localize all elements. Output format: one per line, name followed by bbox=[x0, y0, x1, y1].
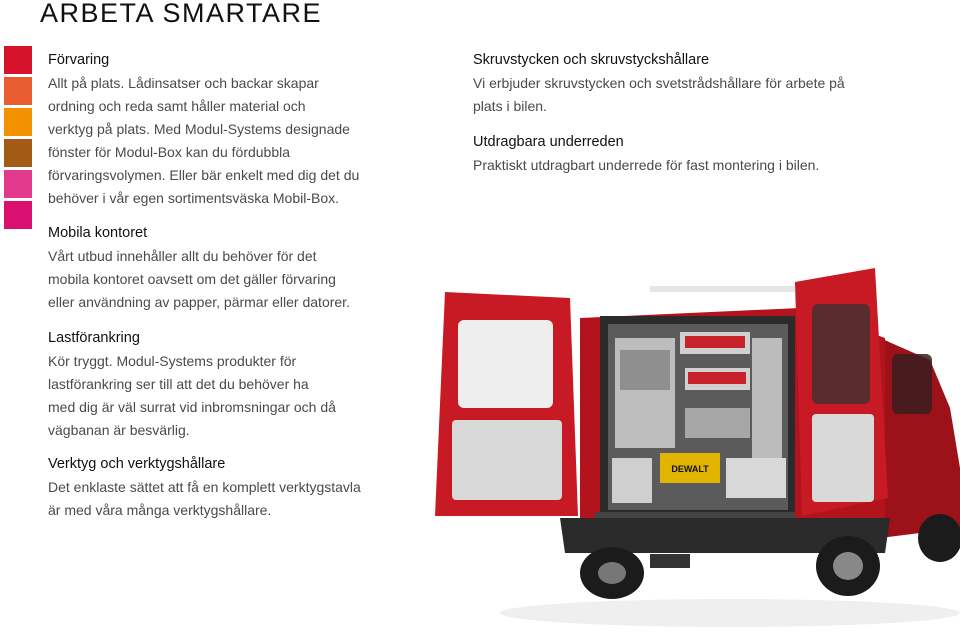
swatch-brown bbox=[4, 139, 32, 167]
van-illustration bbox=[430, 268, 960, 640]
swatch-red bbox=[4, 46, 32, 74]
section-line: eller användning av papper, pärmar eller datorer. bbox=[48, 294, 350, 310]
section-line: lastförankring ser till att det du behöver ha bbox=[48, 376, 309, 392]
section-line: Kör tryggt. Modul-Systems produkter för bbox=[48, 353, 297, 369]
section-line: Allt på plats. Lådinsatser och backar skapar bbox=[48, 75, 319, 91]
section-heading: Lastförankring bbox=[48, 330, 140, 346]
section-line: är med våra många verktygshållare. bbox=[48, 502, 272, 518]
section-line: ordning och reda samt håller material och bbox=[48, 98, 306, 114]
swatch-orange bbox=[4, 77, 32, 105]
section-line: Det enklaste sättet att få en komplett verktygstavla bbox=[48, 479, 361, 495]
section-mobila-kontoret bbox=[48, 222, 350, 314]
section-heading: Utdragbara underreden bbox=[473, 134, 624, 150]
section-line: med dig är väl surrat vid inbromsningar och då bbox=[48, 399, 336, 415]
swatch-pink bbox=[4, 170, 32, 198]
section-line: plats i bilen. bbox=[473, 98, 547, 114]
section-heading: Verktyg och verktygshållare bbox=[48, 456, 226, 472]
section-heading: Mobila kontoret bbox=[48, 225, 148, 241]
dewalt-label: DEWALT bbox=[671, 464, 709, 474]
section-verktyg bbox=[48, 453, 361, 522]
section-heading: Förvaring bbox=[48, 52, 110, 68]
page-title: ARBETA SMARTARE bbox=[40, 0, 323, 28]
section-heading: Skruvstycken och skruvstyckshållare bbox=[473, 52, 710, 68]
section-line: Vi erbjuder skruvstycken och svetstrådshållare för arbete på bbox=[473, 75, 845, 91]
section-forvaring bbox=[48, 49, 359, 210]
section-skruvstycken bbox=[473, 49, 845, 118]
section-line: behöver i vår egen sortimentsväska Mobil-Box. bbox=[48, 190, 340, 206]
swatch-magenta bbox=[4, 201, 32, 229]
section-line: Praktiskt utdragbart underrede för fast montering i bilen. bbox=[473, 157, 820, 173]
section-line: fönster för Modul-Box kan du fördubbla bbox=[48, 144, 291, 160]
section-line: mobila kontoret oavsett om det gäller förvaring bbox=[48, 271, 336, 287]
section-line: verktyg på plats. Med Modul-Systems designade bbox=[48, 121, 350, 137]
section-utdragbara bbox=[473, 131, 819, 177]
section-lastforankring bbox=[48, 327, 336, 442]
section-line: förvaringsvolymen. Eller bär enkelt med dig det du bbox=[48, 167, 360, 183]
section-line: vägbanan är besvärlig. bbox=[48, 422, 190, 438]
color-swatches bbox=[4, 46, 32, 232]
section-line: Vårt utbud innehåller allt du behöver för det bbox=[48, 248, 317, 264]
swatch-amber bbox=[4, 108, 32, 136]
